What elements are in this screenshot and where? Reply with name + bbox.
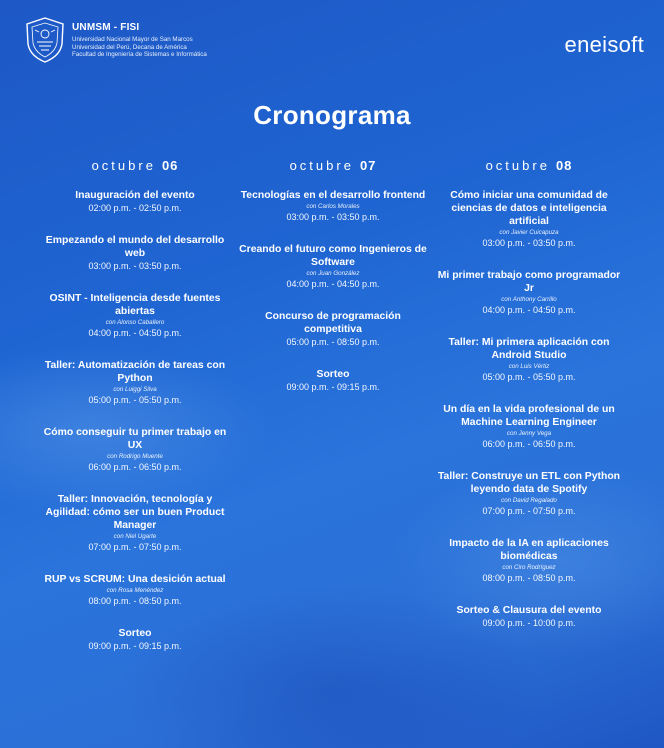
day-header [40,158,230,173]
day-header [238,158,428,173]
event-time: 04:00 p.m. - 04:50 p.m. [88,328,182,338]
event-time: 03:00 p.m. - 03:50 p.m. [482,238,576,248]
event-title: Cómo conseguir tu primer trabajo en UX [43,427,227,451]
event-time: 04:00 p.m. - 04:50 p.m. [286,279,380,289]
day-number: 08 [555,158,573,173]
day-number: 07 [359,158,377,173]
event-title: Creando el futuro como Ingenieros de Software [239,244,427,268]
event-time: 09:00 p.m. - 09:15 p.m. [286,382,380,392]
event-time: 08:00 p.m. - 08:50 p.m. [482,573,576,583]
event-speaker: con Alonso Caballero [105,319,165,326]
event-item [40,359,230,406]
event-item [434,403,624,450]
event-time: 07:00 p.m. - 07:50 p.m. [88,542,182,552]
event-item [40,573,230,607]
event-item [238,368,428,393]
event-time: 07:00 p.m. - 07:50 p.m. [482,506,576,516]
event-speaker: con Jenny Vega [506,430,552,437]
institution-name: UNMSM - FISI [72,22,140,33]
event-title: Mi primer trabajo como programador Jr [437,270,621,294]
event-item [434,537,624,584]
event-title: RUP vs SCRUM: Una desición actual [44,574,226,585]
event-item [40,189,230,214]
day-column-08 [434,158,624,649]
event-title: Taller: Construye un ETL con Python leyendo data de Spotify [437,471,621,495]
event-title: Cómo iniciar una comunidad de ciencias de datos e inteligencia artificial [450,190,608,227]
event-time: 04:00 p.m. - 04:50 p.m. [482,305,576,315]
institution-header [24,16,207,64]
event-item [238,310,428,348]
event-item [434,336,624,383]
event-item [40,426,230,473]
event-speaker: con Rosa Menéndez [106,587,164,594]
event-speaker: con Rodrigo Muente [107,453,163,460]
event-time: 03:00 p.m. - 03:50 p.m. [88,261,182,271]
event-time: 06:00 p.m. - 06:50 p.m. [88,462,182,472]
event-speaker: con David Regalado [501,497,557,504]
event-speaker: con Juan González [306,270,360,277]
event-title: Sorteo [118,628,152,639]
day-number: 06 [161,158,179,173]
event-title: Sorteo [316,369,350,380]
event-item [434,470,624,517]
event-speaker: con Luiggi Silva [113,386,157,393]
event-time: 05:00 p.m. - 05:50 p.m. [482,372,576,382]
event-time: 09:00 p.m. - 10:00 p.m. [482,618,576,628]
day-column-06 [40,158,230,672]
event-item [434,269,624,316]
day-header [434,158,624,173]
event-item [40,493,230,553]
page-title: Cronograma [253,100,411,130]
event-speaker: con Luis Vértiz [508,363,550,370]
event-time: 02:00 p.m. - 02:50 p.m. [88,203,182,213]
event-title: Empezando el mundo del desarrollo web [45,235,225,259]
event-item [40,234,230,272]
event-time: 06:00 p.m. - 06:50 p.m. [482,439,576,449]
event-speaker: con Ciro Rodríguez [502,564,556,571]
event-item [434,604,624,629]
event-item [238,189,428,223]
event-title: Inauguración del evento [75,190,195,201]
event-title: Un día en la vida profesional de un Machine Learning Engineer [443,404,615,428]
event-time: 08:00 p.m. - 08:50 p.m. [88,596,182,606]
event-item [40,627,230,652]
event-time: 05:00 p.m. - 08:50 p.m. [286,337,380,347]
event-item [238,243,428,290]
event-time: 03:00 p.m. - 03:50 p.m. [286,212,380,222]
event-speaker: con Javier Cuicapuza [499,229,559,236]
day-month: octubre [485,158,550,173]
institution-line: Universidad Nacional Mayor de San Marcos [72,36,193,43]
event-time: 09:00 p.m. - 09:15 p.m. [88,641,182,651]
event-title: Taller: Mi primera aplicación con Android Studio [448,337,610,361]
event-time: 05:00 p.m. - 05:50 p.m. [88,395,182,405]
event-speaker: con Niel Ugarte [113,533,157,540]
event-speaker: con Anthony Carrillo [501,296,557,303]
event-title: Taller: Automatización de tareas con Python [44,360,226,384]
event-title: Taller: Innovación, tecnología y Agilidad: cómo ser un buen Product Manager [45,494,225,531]
event-item [434,189,624,249]
event-speaker: con Carlos Morales [306,203,360,210]
day-month: octubre [289,158,354,173]
institution-line: Universidad del Perú, Decana de América [72,43,187,51]
day-column-07 [238,158,428,413]
event-title: Sorteo & Clausura del evento [456,605,602,616]
university-seal-icon [24,16,66,64]
event-item [40,292,230,339]
event-title: Impacto de la IA en aplicaciones biomédicas [449,538,609,562]
institution-line: Facultad de Ingeniería de Sistemas e Informática [72,51,207,59]
day-month: octubre [91,158,156,173]
event-title: Concurso de programación competitiva [265,311,401,335]
brand-logo: eneisoft [564,32,644,57]
event-title: Tecnologías en el desarrollo frontend [240,190,426,201]
event-title: OSINT - Inteligencia desde fuentes abiertas [49,293,221,317]
